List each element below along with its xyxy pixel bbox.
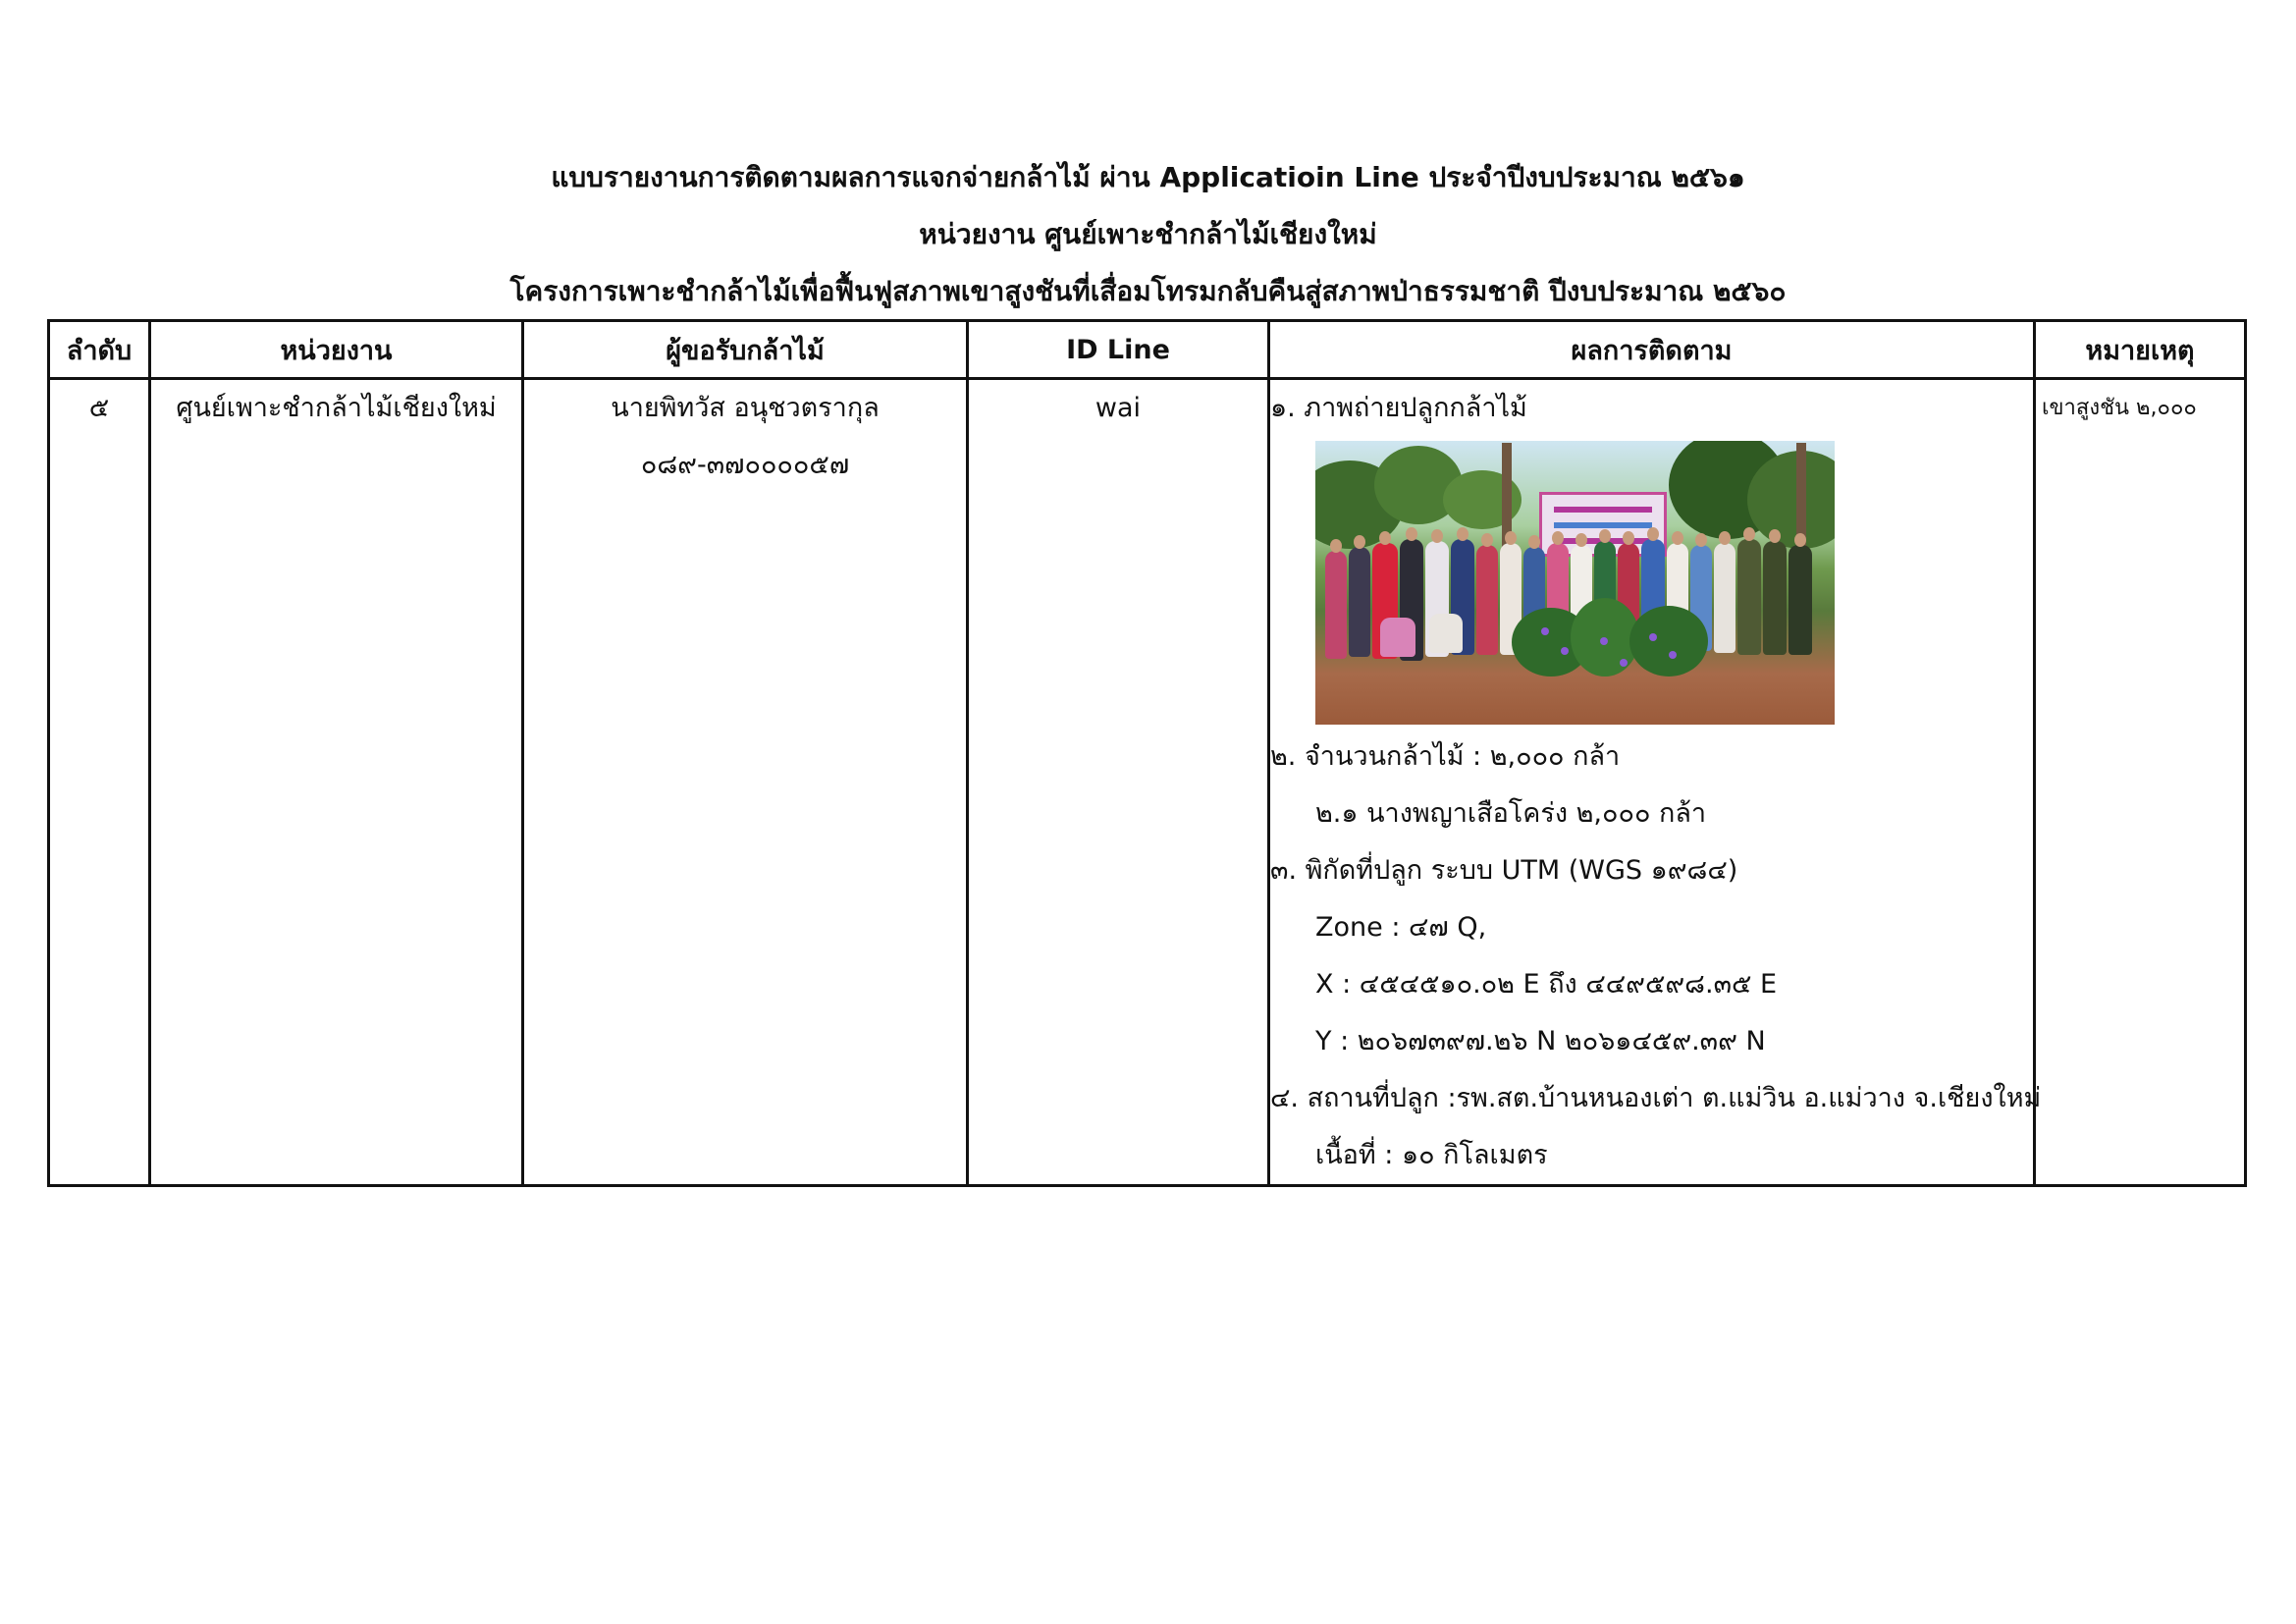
seedling-count: ๒. จำนวนกล้าไม้ : ๒,๐๐๐ กล้า xyxy=(1270,741,1621,772)
photo-label: ๑. ภาพถ่ายปลูกกล้าไม้ xyxy=(1270,393,1527,423)
table-row xyxy=(49,379,2246,1186)
agency-name: ศูนย์เพาะชำกล้าไม้เชียงใหม่ xyxy=(176,393,497,423)
coordinate-system: ๓. พิกัดที่ปลูก ระบบ UTM (WGS ๑๙๘๔) xyxy=(1270,855,1738,886)
project-title: โครงการเพาะชำกล้าไม้เพื่อฟื้นฟูสภาพเขาสูงชันที่เสื่อมโทรมกลับคืนสู่สภาพป่าธรรมชาติ ปีงบประมาณ ๒๕๖๐ xyxy=(509,275,1787,307)
remark-text: เขาสูงชัน ๒,๐๐๐ xyxy=(2042,396,2197,420)
report-title: แบบรายงานการติดตามผลการแจกจ่ายกล้าไม้ ผ่าน Applicatioin Line ประจำปีงบประมาณ ๒๕๖๑ xyxy=(551,161,1745,193)
seq-number: ๕ xyxy=(88,393,110,423)
recipient-name: นายพิทวัส อนุชวตรากุล xyxy=(611,393,880,423)
recipient-phone: ๐๘๙-๓๗๐๐๐๐๕๗ xyxy=(640,450,850,480)
utm-zone: Zone : ๔๗ Q, xyxy=(1315,912,1487,943)
utm-y-range: Y : ๒๐๖๗๓๙๗.๒๖ N ๒๐๖๑๔๕๙.๓๙ N xyxy=(1315,1026,1766,1056)
table-header-row xyxy=(49,321,2246,379)
column-header-id-line: ID Line xyxy=(968,321,1269,379)
remark-cell xyxy=(2035,379,2246,1186)
agency-cell xyxy=(150,379,523,1186)
seq-cell xyxy=(49,379,150,1186)
column-header-agency: หน่วยงาน xyxy=(150,321,523,379)
agency-title: หน่วยงาน ศูนย์เพาะชำกล้าไม้เชียงใหม่ xyxy=(919,218,1377,250)
recipient-cell xyxy=(523,379,968,1186)
report-table xyxy=(47,319,2247,1187)
planting-area: เนื้อที่ : ๑๐ กิโลเมตร xyxy=(1315,1140,1548,1170)
column-header-seq: ลำดับ xyxy=(49,321,150,379)
column-header-results: ผลการติดตาม xyxy=(1269,321,2035,379)
report-heading xyxy=(0,149,2296,320)
seedling-species-count: ๒.๑ นางพญาเสือโคร่ง ๒,๐๐๐ กล้า xyxy=(1315,798,1707,829)
utm-x-range: X : ๔๕๔๕๑๐.๐๒ E ถึง ๔๔๙๕๙๘.๓๕ E xyxy=(1315,969,1778,1000)
results-cell xyxy=(1269,379,2042,1186)
id-line-value: wai xyxy=(1095,393,1142,423)
planting-location: ๔. สถานที่ปลูก :รพ.สต.บ้านหนองเต่า ต.แม่วิน อ.แม่วาง จ.เชียงใหม่ xyxy=(1270,1083,2042,1113)
planting-photo xyxy=(1315,441,1835,725)
id-line-cell xyxy=(968,379,1269,1186)
column-header-recipient: ผู้ขอรับกล้าไม้ xyxy=(523,321,968,379)
column-header-remark: หมายเหตุ xyxy=(2035,321,2246,379)
